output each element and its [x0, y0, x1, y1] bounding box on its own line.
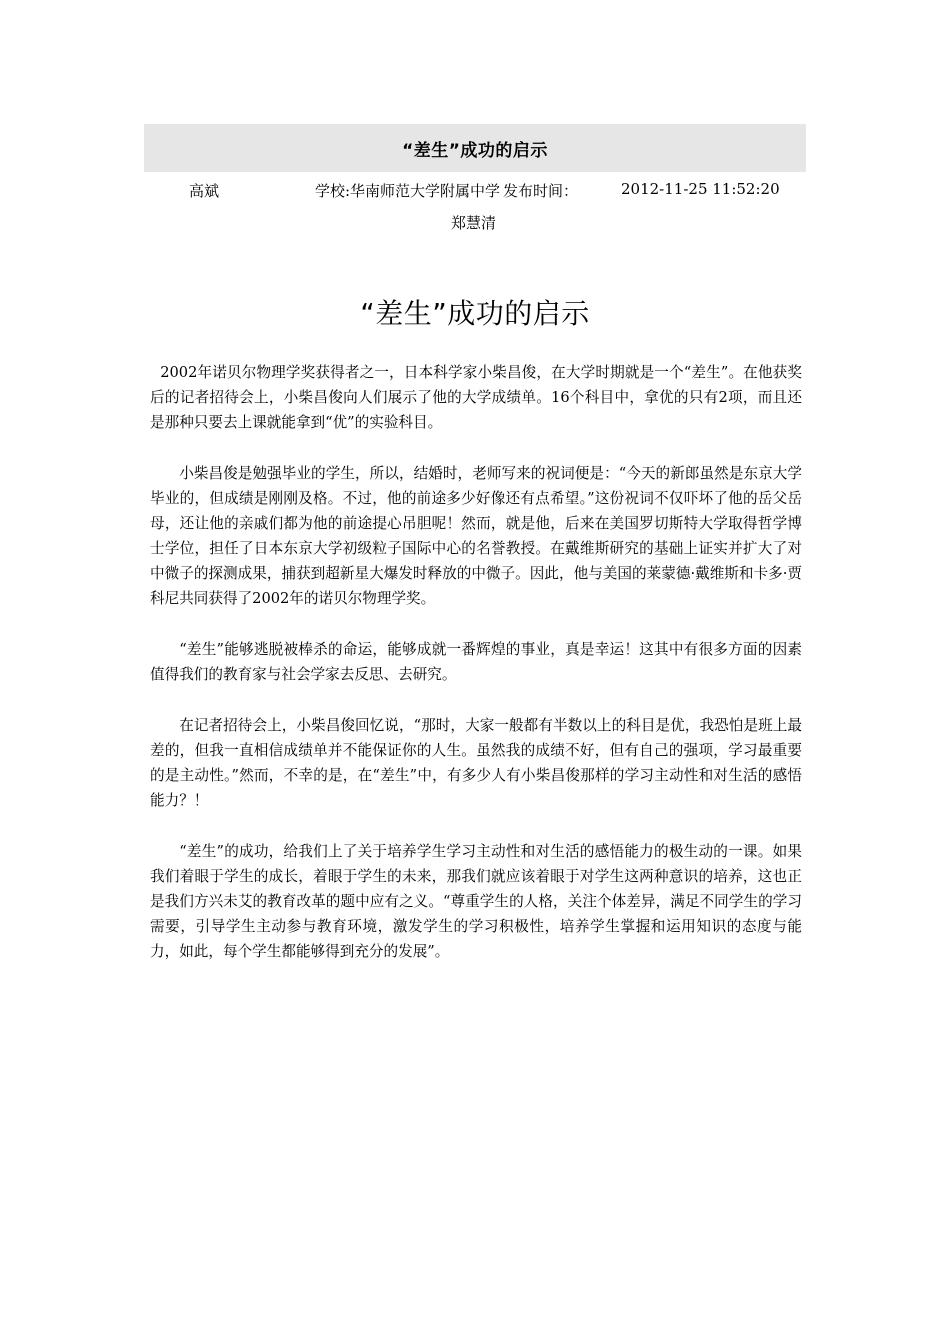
header-title: “差生”成功的启示: [402, 140, 548, 161]
paragraph-1: 2002年诺贝尔物理学奖获得者之一，日本科学家小柴昌俊，在大学时期就是一个“差生”。在他获奖后的记者招待会上，小柴昌俊向人们展示了他的大学成绩单。16个科目中，拿优的只有2项，而且还是那种只要去上课就能拿到“优”的实验科目。: [150, 364, 802, 431]
publish-time-value: 2012-11-25 11:52:20: [621, 180, 780, 198]
school-name: 学校:华南师范大学附属中学: [315, 182, 501, 200]
paragraph-5: “差生”的成功，给我们上了关于培养学生学习主动性和对生活的感悟能力的极生动的一课。如果我们着眼于学生的成长，着眼于学生的未来，那我们就应该着眼于对学生这两种意识的培养，这也正是我们方兴未艾的教育改革的题中应有之义。“尊重学生的人格，关注个体差异，满足不同学生的学习需要，引导学生主动参与教育环境，激发学生的学习积极性，培养学生掌握和运用知识的态度与能力，如此，每个学生都能够得到充分的发展”。: [150, 843, 802, 960]
second-author-name: 郑慧清: [451, 214, 497, 232]
paragraph-2: 小柴昌俊是勉强毕业的学生，所以，结婚时，老师写来的祝词便是：“今天的新郎虽然是东京大学毕业的，但成绩是刚刚及格。不过，他的前途多少好像还有点希望。”这份祝词不仅吓坏了他的岳父岳母，还让他的亲戚们都为他的前途提心吊胆呢！然而，就是他，后来在美国罗切斯特大学取得哲学博士学位，担任了日本东京大学初级粒子国际中心的名誉教授。在戴维斯研究的基础上证实并扩大了对中微子的探测成果，捕获到超新星大爆发时释放的中微子。因此，他与美国的莱蒙德·戴维斯和卡多·贾科尼共同获得了2002年的诺贝尔物理学奖。: [150, 465, 802, 607]
publish-time-label: 发布时间：: [503, 182, 579, 200]
article-title: “差生”成功的启示: [360, 297, 590, 330]
header-bar: [144, 124, 806, 172]
paragraph-3: “差生”能够逃脱被棒杀的命运，能够成就一番辉煌的事业，真是幸运！这其中有很多方面的因素值得我们的教育家与社会学家去反思、去研究。: [150, 641, 802, 683]
paragraph-4: 在记者招待会上，小柴昌俊回忆说，“那时，大家一般都有半数以上的科目是优，我恐怕是班上最差的，但我一直相信成绩单并不能保证你的人生。虽然我的成绩不好，但有自己的强项，学习最重要的是主动性。”然而，不幸的是，在“差生”中，有多少人有小柴昌俊那样的学习主动性和对生活的感悟能力？！: [150, 717, 802, 809]
article-body: [150, 360, 802, 990]
author-name: 高斌: [189, 182, 220, 200]
